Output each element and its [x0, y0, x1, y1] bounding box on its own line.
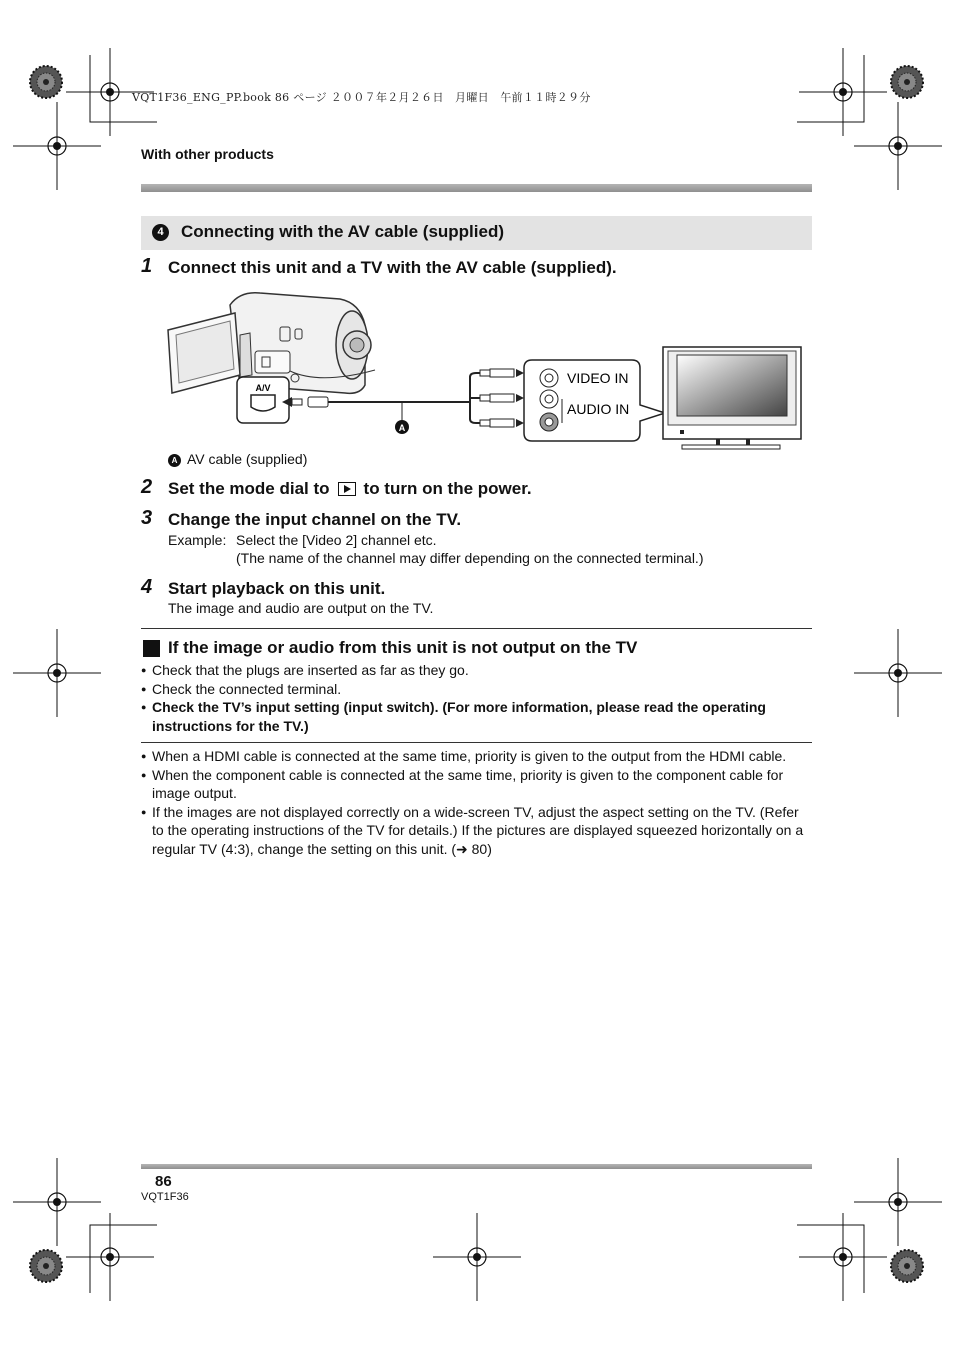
step-1-text: Connect this unit and a TV with the AV cable (supplied). [168, 258, 617, 277]
trouble-list [141, 661, 812, 735]
top-rule [141, 184, 812, 192]
trouble-title: If the image or audio from this unit is not output on the TV [168, 638, 638, 657]
list-item: ● Check the TV’s input setting (input switch). (For more information, please read the operating instructions for the TV.) [141, 698, 812, 735]
playback-mode-icon [338, 482, 356, 496]
list-item: ● Check the connected terminal. [141, 680, 812, 699]
document-code: VQT1F36 [141, 1191, 189, 1203]
diagram-caption [168, 451, 307, 467]
page-number: 86 [155, 1173, 172, 1190]
list-item: ● If the images are not displayed correctly on a wide-screen TV, adjust the aspect setting on the TV. (Refer to the operating instructions of the TV for details.) If the pictures are displayed squeezed horizontally on a regular TV (4:3), change the setting on this unit. (➜ 80) [141, 803, 812, 859]
heading-number: 4 [152, 224, 169, 241]
list-item: ● Check that the plugs are inserted as far as they go. [141, 661, 812, 680]
step-2-text-before: Set the mode dial to [168, 479, 330, 498]
section-label: With other products [141, 146, 274, 162]
step-2-number: 2 [141, 476, 153, 498]
step-3-example-label: Example: [168, 532, 227, 548]
heading-title: Connecting with the AV cable (supplied) [181, 222, 505, 241]
step-2-text [168, 479, 532, 499]
list-item: ● When the component cable is connected at the same time, priority is given to the component cable for image output. [141, 766, 812, 803]
step-3-text: Change the input channel on the TV. [168, 510, 462, 529]
step-4-number: 4 [141, 576, 153, 598]
step-3-example-line1: Select the [Video 2] channel etc. [236, 532, 437, 548]
video-in-label: VIDEO IN [567, 370, 629, 386]
notes-list [141, 747, 812, 858]
step-4-note: The image and audio are output on the TV. [168, 600, 434, 616]
av-jack-label: A/V [255, 383, 271, 393]
tv-illustration [663, 347, 801, 449]
rca-plugs [480, 369, 524, 427]
cable-callout-label: A [398, 423, 406, 433]
square-marker-icon [143, 640, 160, 657]
caption-marker: A [168, 454, 181, 467]
print-header: VQT1F36_ENG_PP.book 86 ページ ２００７年２月２６日 月曜日 午前１１時２９分 [132, 91, 591, 104]
notes-top-rule [141, 742, 812, 743]
step-3-example-line2: (The name of the channel may differ depending on the connected terminal.) [236, 550, 704, 566]
step-4-text: Start playback on this unit. [168, 579, 386, 598]
step-3-number: 3 [141, 507, 153, 529]
connection-diagram [160, 285, 810, 455]
trouble-top-rule [141, 628, 812, 629]
list-item: ● When a HDMI cable is connected at the same time, priority is given to the output from the HDMI cable. [141, 747, 812, 766]
bottom-rule [141, 1164, 812, 1169]
step-1-number: 1 [141, 255, 153, 277]
audio-in-label: AUDIO IN [567, 401, 630, 417]
step-2-text-after: to turn on the power. [363, 479, 532, 498]
caption-text: AV cable (supplied) [187, 451, 308, 467]
